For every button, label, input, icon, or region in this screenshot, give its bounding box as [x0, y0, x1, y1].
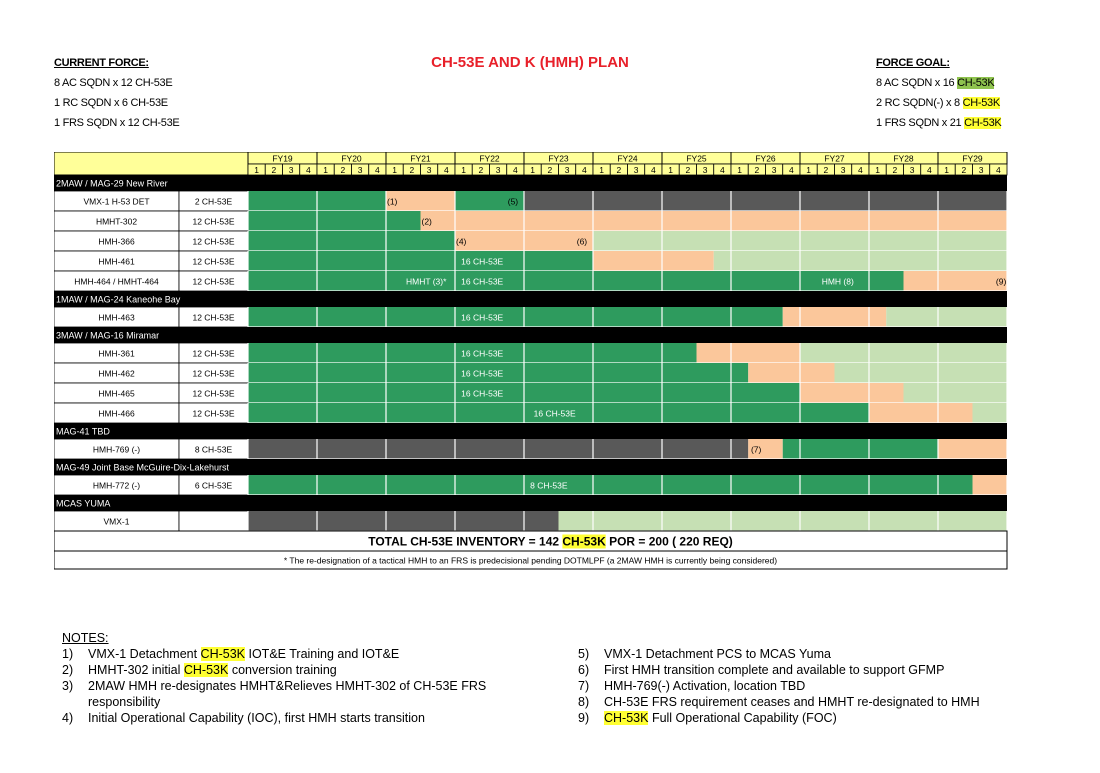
segment-label: 8 CH-53E	[530, 480, 568, 491]
segment-label: 16 CH-53E	[533, 408, 576, 419]
timeline-segment	[248, 271, 904, 291]
force-goal-line	[876, 73, 1001, 93]
quarter-label: 4	[306, 165, 311, 175]
quarter-label: 2	[478, 165, 484, 175]
note-number: 1)	[62, 647, 74, 661]
note-item	[578, 710, 1008, 726]
quarter-label: 3	[702, 165, 708, 175]
force-goal-highlight: CH-53K	[964, 117, 1002, 129]
segment-label: (5)	[507, 196, 519, 207]
quarter-label: 2	[271, 165, 277, 175]
notes-right	[578, 646, 1008, 726]
segment-label: 16 CH-53E	[461, 276, 504, 287]
current-force-title: CURRENT FORCE:	[54, 57, 149, 69]
year-label: FY27	[824, 153, 845, 164]
timeline-segment	[697, 343, 801, 363]
force-goal-text: 8 AC SQDN x 16	[876, 77, 958, 89]
segment-label: (9)	[995, 276, 1007, 287]
note-number: 5)	[578, 647, 590, 661]
quarter-label: 4	[375, 165, 380, 175]
force-goal-highlight: CH-53K	[962, 97, 1000, 109]
quarter-label: 1	[599, 165, 604, 175]
quarter-label: 2	[961, 165, 967, 175]
timeline-segment	[248, 251, 593, 271]
timeline-segment	[593, 251, 714, 271]
note-number: 7)	[578, 679, 590, 693]
timeline-segment	[973, 403, 1008, 423]
timeline-segment	[714, 251, 1007, 271]
note-text-part: Full Operational Capability (FOC)	[648, 711, 837, 725]
note-text-part: HMH-769(-) Activation, location TBD	[604, 679, 806, 693]
quarter-label: 1	[530, 165, 535, 175]
squadron-name: HMH-465	[98, 388, 135, 399]
quarter-label: 3	[840, 165, 846, 175]
force-goal-line	[876, 93, 1001, 113]
quarter-label: 4	[720, 165, 725, 175]
segment-label: (1)	[387, 196, 398, 207]
note-text	[604, 662, 944, 678]
quarter-label: 3	[426, 165, 432, 175]
page-title: CH-53E AND K (HMH) PLAN	[431, 54, 629, 71]
quarter-label: 3	[909, 165, 915, 175]
note-number: 6)	[578, 663, 590, 677]
force-goal-text: 1 FRS SQDN x 21	[876, 117, 965, 129]
note-highlight: CH-53K	[200, 647, 246, 661]
note-text-part: CH-53E FRS requirement ceases and HMHT re-designated to HMH	[604, 695, 980, 709]
segment-label: 16 CH-53E	[461, 312, 504, 323]
note-item	[578, 662, 1008, 678]
timeline-segment	[904, 383, 1008, 403]
inventory-label: 12 CH-53E	[192, 388, 235, 399]
quarter-label: 4	[996, 165, 1001, 175]
segment-label: (6)	[576, 236, 588, 247]
quarter-label: 4	[858, 165, 863, 175]
quarter-label: 2	[409, 165, 415, 175]
quarter-label: 2	[685, 165, 691, 175]
quarter-label: 1	[737, 165, 742, 175]
squadron-name: HMH-461	[98, 256, 135, 267]
group-label: MAG-49 Joint Base McGuire-Dix-Lakehurst	[56, 462, 230, 473]
force-goal-text: 2 RC SQDN(-) x 8	[876, 97, 963, 109]
note-text-part: VMX-1 Detachment	[88, 647, 201, 661]
timeline-segment	[248, 231, 455, 251]
quarter-label: 3	[771, 165, 777, 175]
segment-label: 16 CH-53E	[461, 256, 504, 267]
timeline-segment	[559, 511, 1008, 531]
note-number: 2)	[62, 663, 74, 677]
group-label: 1MAW / MAG-24 Kaneohe Bay	[56, 294, 181, 305]
group-row	[54, 291, 1007, 307]
segment-label: 16 CH-53E	[461, 388, 504, 399]
group-row	[54, 327, 1007, 343]
year-label: FY22	[479, 153, 500, 164]
note-text-part: HMHT-302 initial	[88, 663, 184, 677]
timeline-segment	[783, 439, 938, 459]
note-item	[578, 646, 1008, 662]
quarter-label: 2	[823, 165, 829, 175]
timeline-segment	[869, 403, 973, 423]
year-label: FY28	[893, 153, 914, 164]
year-label: FY29	[962, 153, 983, 164]
squadron-name: HMH-464 / HMHT-464	[74, 276, 159, 287]
quarter-label: 2	[892, 165, 898, 175]
note-item	[62, 678, 512, 710]
force-goal-title: FORCE GOAL:	[876, 57, 950, 69]
footnote: * The re-designation of a tactical HMH to an FRS is predecisional pending DOTMLPF (a 2MAW HMH is currently being considered)	[283, 555, 778, 566]
note-text	[604, 646, 831, 662]
note-text	[88, 710, 425, 726]
quarter-label: 1	[461, 165, 466, 175]
squadron-name: HMH-463	[98, 312, 135, 323]
note-text-part: Initial Operational Capability (IOC), first HMH starts transition	[88, 711, 425, 725]
inventory-label: 12 CH-53E	[192, 368, 235, 379]
quarter-label: 3	[564, 165, 570, 175]
current-force-line: 1 FRS SQDN x 12 CH-53E	[54, 117, 180, 129]
year-label: FY26	[755, 153, 776, 164]
timeline-segment	[248, 307, 783, 327]
inventory-label: 12 CH-53E	[192, 348, 235, 359]
quarter-label: 1	[254, 165, 259, 175]
inventory-label: 12 CH-53E	[192, 312, 235, 323]
timeline-segment	[904, 271, 1008, 291]
note-text	[604, 710, 837, 726]
inventory-label: 12 CH-53E	[192, 216, 235, 227]
notes-left	[62, 630, 512, 726]
year-label: FY19	[272, 153, 293, 164]
note-item	[62, 710, 512, 726]
squadron-name: VMX-1	[103, 516, 130, 527]
inventory-label: 12 CH-53E	[192, 236, 235, 247]
note-text	[604, 678, 805, 694]
segment-label: HMH (8)	[821, 276, 854, 287]
quarter-label: 1	[668, 165, 673, 175]
quarter-label: 4	[927, 165, 932, 175]
note-item	[62, 662, 512, 678]
force-goal-highlight: CH-53K	[957, 77, 995, 89]
squadron-name: HMH-769 (-)	[92, 444, 141, 455]
quarter-label: 1	[806, 165, 811, 175]
quarter-label: 2	[340, 165, 346, 175]
note-text-part: conversion training	[228, 663, 337, 677]
quarter-label: 4	[582, 165, 587, 175]
note-text-part: VMX-1 Detachment PCS to MCAS Yuma	[604, 647, 831, 661]
quarter-label: 4	[789, 165, 794, 175]
total-text	[368, 535, 733, 549]
timeline-segment	[248, 211, 421, 231]
quarter-label: 4	[513, 165, 518, 175]
segment-label: (7)	[750, 444, 762, 455]
group-row	[54, 175, 1007, 191]
note-text-part: 2MAW HMH re-designates HMHT&Relieves HMHT-302 of CH-53E FRS responsibility	[88, 679, 487, 709]
year-label: FY24	[617, 153, 638, 164]
total-highlight: CH-53K	[562, 534, 606, 549]
year-label: FY25	[686, 153, 707, 164]
inventory-label: 12 CH-53E	[192, 256, 235, 267]
note-text	[88, 662, 337, 678]
total-por: POR = 200 ( 220 REQ)	[605, 534, 733, 549]
notes-heading: NOTES:	[62, 631, 109, 645]
group-label: 3MAW / MAG-16 Miramar	[56, 330, 160, 341]
squadron-name: HMHT-302	[95, 216, 138, 227]
inventory-label: 12 CH-53E	[192, 276, 235, 287]
segment-label: 16 CH-53E	[461, 368, 504, 379]
note-text	[604, 694, 980, 710]
note-highlight: CH-53K	[604, 711, 649, 725]
note-item	[578, 694, 1008, 710]
quarter-label: 2	[754, 165, 760, 175]
timeline-segment	[886, 307, 1007, 327]
squadron-name: HMH-361	[98, 348, 135, 359]
group-row	[54, 423, 1007, 439]
quarter-label: 1	[875, 165, 880, 175]
quarter-label: 2	[616, 165, 622, 175]
segment-label: 16 CH-53E	[461, 348, 504, 359]
note-text-part: First HMH transition complete and available to support GFMP	[604, 663, 945, 677]
group-label: 2MAW / MAG-29 New River	[56, 178, 168, 189]
note-number: 3)	[62, 679, 74, 693]
group-label: MAG-41 TBD	[56, 426, 110, 437]
quarter-label: 3	[357, 165, 363, 175]
note-highlight: CH-53K	[183, 663, 229, 677]
segment-label: HMHT (3)*	[405, 276, 447, 287]
force-goal-line	[876, 113, 1001, 133]
inventory-label: 6 CH-53E	[194, 480, 233, 491]
note-number: 9)	[578, 711, 590, 725]
inventory-label: 2 CH-53E	[194, 196, 233, 207]
squadron-name: HMH-772 (-)	[92, 480, 141, 491]
quarter-label: 4	[651, 165, 656, 175]
segment-label: (2)	[421, 216, 432, 227]
timeline-segment	[783, 307, 887, 327]
quarter-label: 1	[323, 165, 328, 175]
squadron-name: HMH-462	[98, 368, 135, 379]
inventory-label: 12 CH-53E	[192, 408, 235, 419]
note-text	[88, 678, 512, 710]
quarter-label: 3	[633, 165, 639, 175]
timeline-segment	[421, 211, 1008, 231]
inventory-label: 8 CH-53E	[194, 444, 233, 455]
plan-grid	[54, 152, 1015, 571]
segment-label: (4)	[456, 236, 467, 247]
quarter-label: 1	[392, 165, 397, 175]
group-label: MCAS YUMA	[56, 498, 111, 509]
timeline-segment	[973, 475, 1008, 495]
quarter-label: 4	[444, 165, 449, 175]
year-label: FY23	[548, 153, 569, 164]
header-corner	[54, 152, 248, 175]
timeline-segment	[800, 343, 1007, 363]
inventory-cell	[179, 511, 248, 531]
squadron-name: VMX-1 H-53 DET	[83, 196, 150, 207]
squadron-name: HMH-366	[98, 236, 135, 247]
note-text	[88, 646, 399, 662]
group-row	[54, 495, 1007, 511]
quarter-label: 2	[547, 165, 553, 175]
timeline-segment	[248, 475, 973, 495]
note-number: 4)	[62, 711, 74, 725]
note-text-part: IOT&E Training and IOT&E	[245, 647, 400, 661]
current-force-line: 8 AC SQDN x 12 CH-53E	[54, 77, 173, 89]
current-force	[54, 53, 179, 133]
note-number: 8)	[578, 695, 590, 709]
force-goal	[876, 53, 1001, 133]
timeline-segment	[835, 363, 1008, 383]
year-label: FY20	[341, 153, 362, 164]
squadron-name: HMH-466	[98, 408, 135, 419]
quarter-label: 3	[978, 165, 984, 175]
note-item	[62, 646, 512, 662]
year-label: FY21	[410, 153, 431, 164]
timeline-segment	[248, 511, 559, 531]
timeline-segment	[800, 383, 904, 403]
timeline-segment	[248, 439, 748, 459]
timeline-segment	[748, 363, 834, 383]
quarter-label: 3	[288, 165, 294, 175]
timeline-segment	[938, 439, 1007, 459]
quarter-label: 3	[495, 165, 501, 175]
total-label: TOTAL CH-53E INVENTORY = 142	[368, 534, 563, 549]
quarter-label: 1	[944, 165, 949, 175]
current-force-line: 1 RC SQDN x 6 CH-53E	[54, 97, 168, 109]
timeline-segment	[524, 191, 1007, 211]
note-item	[578, 678, 1008, 694]
